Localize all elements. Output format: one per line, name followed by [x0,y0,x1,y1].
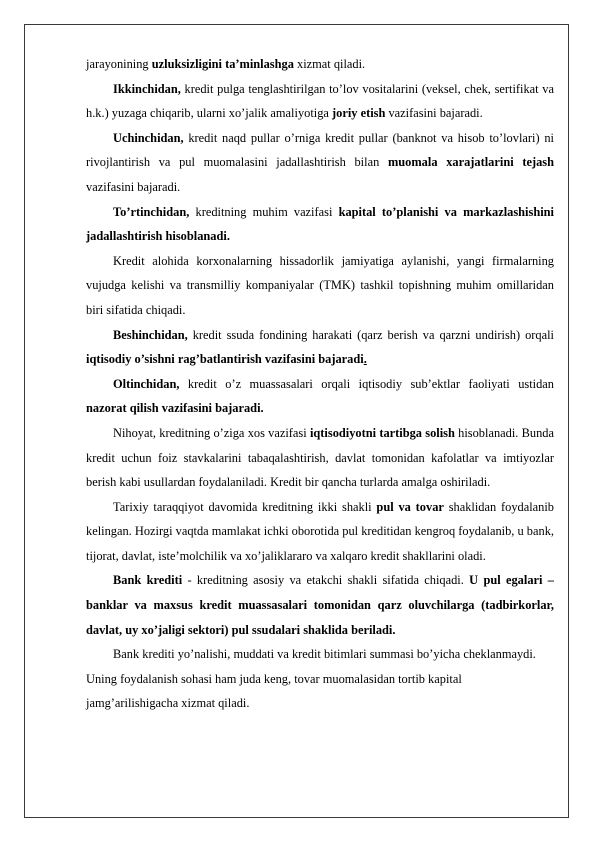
bold-text: uzluksizligini ta’minlashga [151,57,294,71]
paragraph [86,200,554,249]
bold-text: kapital to’planishi va markazlashishini jadallashtirish hisoblanadi. [86,204,554,244]
text-run: shaklidan foydalanib kelingan. Hozirgi vaqtda mamlakat ichki oborotida pul kreditidan kengroq foydalanib, u bank, tijorat, davlat, iste’molchilik va xo’jaliklararo va xalqaro kredit shakllarini oladi. [86,499,555,563]
bold-text: To’rtinchidan, [113,204,190,219]
bold-text: Beshinchidan, [113,327,188,342]
text-run: Tarixiy taraqqiyot davomida kreditning ikki shakli [113,499,377,514]
paragraph [86,642,554,716]
bold-text: Uchinchidan, [113,130,184,145]
paragraph [86,323,554,372]
paragraph [86,126,554,200]
text-run: vazifasini bajaradi. [86,179,181,194]
bold-text: . [363,352,367,367]
bold-text: joriy etish [332,106,386,121]
text-run: kredit pulga tenglashtirilgan to’lov vositalarini (veksel, chek, sertifikat va h.k.) yuzaga chiqarib, ularni xo’jalik amaliyotiga [86,81,554,121]
paragraph [86,495,554,569]
bold-text: iqtisodiyotni tartibga solish [309,425,455,440]
text-run: vazifasini bajaradi. [385,106,483,121]
text-run: kredit ssuda fondining harakati (qarz berish va qarzni undirish) orqali [187,327,554,342]
paragraph [86,372,554,421]
bold-text: pul va tovar [376,499,444,514]
text-run: kredit naqd pullar o’rniga kredit pullar (banknot va hisob to’lovlari) ni rivojlantirish va pul muomalasini jadallashtirish bilan [86,130,554,170]
paragraph [86,52,554,77]
paragraph [86,77,554,126]
bold-text: Ikkinchidan, [113,81,181,96]
bold-text: iqtisodiy o’sishni rag’batlantirish vazifasini bajaradi [86,352,364,367]
bold-text: Oltinchidan, [113,376,180,391]
bold-text: nazorat qilish vazifasini bajaradi. [86,401,264,416]
text-run: jarayonining [86,57,152,71]
bold-text: U pul egalari – banklar va maxsus kredit muassasalari tomonidan qarz oluvchilarga (tadbirkorlar, davlat, uy xo’jaligi sektori) pul ssudalari shaklida beriladi. [86,573,554,637]
text-run: Kredit alohida korxonalarning hissadorlik jamiyatiga aylanishi, yangi firmalarning vujudga kelishi va transmilliy kompaniyalar (TMK) tashkil topishning muhim omillaridan biri sifatida chiqadi. [86,253,554,317]
text-run: - kreditning asosiy va etakchi shakli sifatida chiqadi. [182,573,470,588]
paragraph [86,568,554,642]
text-run: Bank krediti yo’nalishi, muddati va kredit bitimlari summasi bo’yicha cheklanmaydi. Uning foydalanish sohasi ham juda keng, tovar muomalasidan tortib kapital jamg’arilishigacha xizmat qiladi. [86,647,536,711]
text-run: Nihoyat, kreditning o’ziga xos vazifasi [113,425,310,440]
bold-text: Bank krediti [113,573,183,588]
text-run: kreditning muhim vazifasi [189,204,339,219]
paragraph [86,249,554,323]
text-run: xizmat qiladi. [293,57,366,71]
paragraph [86,421,554,495]
bold-text: muomala xarajatlarini tejash [387,155,554,170]
text-run: hisoblanadi. Bunda kredit uchun foiz stavkalarini tabaqalashtirish, davlat tomonidan kafolatlar va imtiyozlar berish kabi usullardan foydalaniladi. Kredit bir qancha turlarda amalga oshiriladi. [86,425,554,490]
text-run: kredit o’z muassasalari orqali iqtisodiy sub’ektlar faoliyati ustidan [179,376,554,391]
document-body [86,52,554,716]
